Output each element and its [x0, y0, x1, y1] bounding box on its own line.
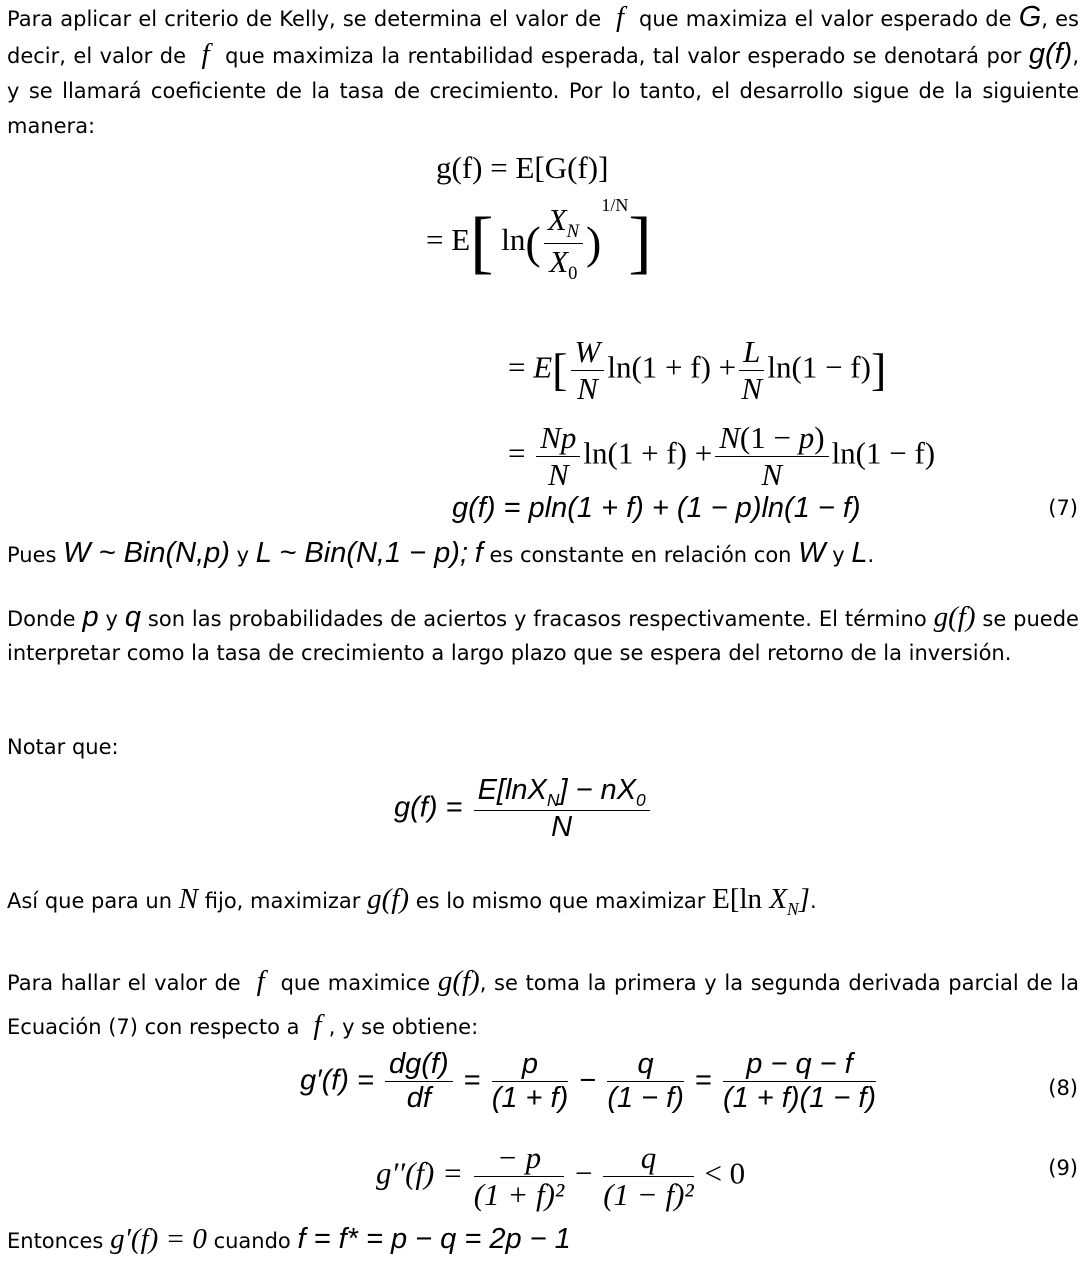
asi-line: Así que para un N fijo, maximizar g(f) es lo mismo que maximizar E[ln $X_N$]. — [7, 883, 817, 919]
eq9-number: (9) — [1048, 1156, 1078, 1180]
var-gf: g(f) — [933, 601, 976, 633]
eq-gf-expected: g(f) = $\frac{E[\ln X_N] - nX_0}{N}$ — [394, 774, 653, 844]
xn-over-x0: $\frac{X_N}{X_0}$ — [544, 202, 583, 284]
eq7-line1: g(f) = E[G(f)] — [436, 150, 609, 185]
pues-line: Pues W ~ Bin(N,p) y L ~ Bin(N,1 − p); f es constante en relación con W y L. — [7, 537, 875, 569]
var-gf: g(f) — [367, 883, 409, 915]
var-f: f — [193, 38, 218, 70]
var-f: f — [608, 1, 632, 33]
var-f: f — [306, 1009, 329, 1041]
l-over-n: $\frac{L}{N}$ — [739, 334, 764, 406]
entonces-line: Entonces g′(f) = 0 cuando f = f* = p − q = 2p − 1 — [7, 1223, 571, 1255]
notar-label: Notar que: — [7, 735, 119, 759]
var-gf: g(f) — [1028, 38, 1073, 70]
eq9: g′′(f) = $\frac{- p}{\text{(1 + f)²}}$ − $\frac{q}{\text{(1 − f)²}}$ < 0 — [376, 1140, 746, 1212]
hallar-paragraph: Para hallar el valor de f que maximice g(f), se toma la primera y la segunda derivada parcial de la Ecuación (7) con respecto a f , y se obtiene: — [7, 965, 1080, 1041]
eq7-line3: = E[ $\frac{W}{N}$ ln(1 + f) + $\frac{L}{N}$ ln(1 − f)] — [508, 334, 887, 406]
eq7-line2: = E[ ln( $\frac{X_N}{X_0}$ )$^{1/N}$] — [426, 194, 652, 284]
eq7-line4: = $\frac{Np}{N}$ ln(1 + f) + $\frac{N(1 - p)}{N}$ ln(1 − f) — [508, 420, 936, 492]
w-over-n: $\frac{W}{N}$ — [571, 334, 605, 406]
intro-paragraph: Para aplicar el criterio de Kelly, se determina el valor de f que maximiza el valor esperado de G, es decir, el valor de f que maximiza la rentabilidad esperada, tal valor esperado se denotará por g(f), y se llamará coeficiente de la tasa de crecimiento. Por lo tanto, el desarrollo sigue de la siguiente manera: — [7, 1, 1079, 138]
eq7-number: (7) — [1048, 496, 1078, 520]
eq8: g′(f) = $\frac{dg(f)}{df}$ = $\frac{p}{(1 + f)}$ − $\frac{q}{(1 - f)}$ = $\frac{p - q - f}{(1 + f)(1 - f)}$ — [300, 1048, 877, 1115]
eq8-number: (8) — [1048, 1076, 1078, 1100]
expected-ln-xn: E[ln $X_N$] — [712, 883, 810, 919]
donde-paragraph: Donde p y q son las probabilidades de aciertos y fracasos respectivamente. El término g(f) se puede interpretar como la tasa de crecimiento a largo plazo que se espera del retorno de la inversión. — [7, 601, 1079, 665]
eq7-line5: g(f) = pln(1 + f) + (1 − p)ln(1 − f) — [452, 492, 861, 524]
var-f: f — [248, 965, 273, 997]
var-gf: g(f) — [437, 965, 480, 997]
np-over-n: $\frac{Np}{N}$ — [536, 420, 580, 492]
n1p-over-n: $\frac{N(1 - p)}{N}$ — [715, 420, 828, 492]
var-G: G — [1018, 1, 1042, 33]
